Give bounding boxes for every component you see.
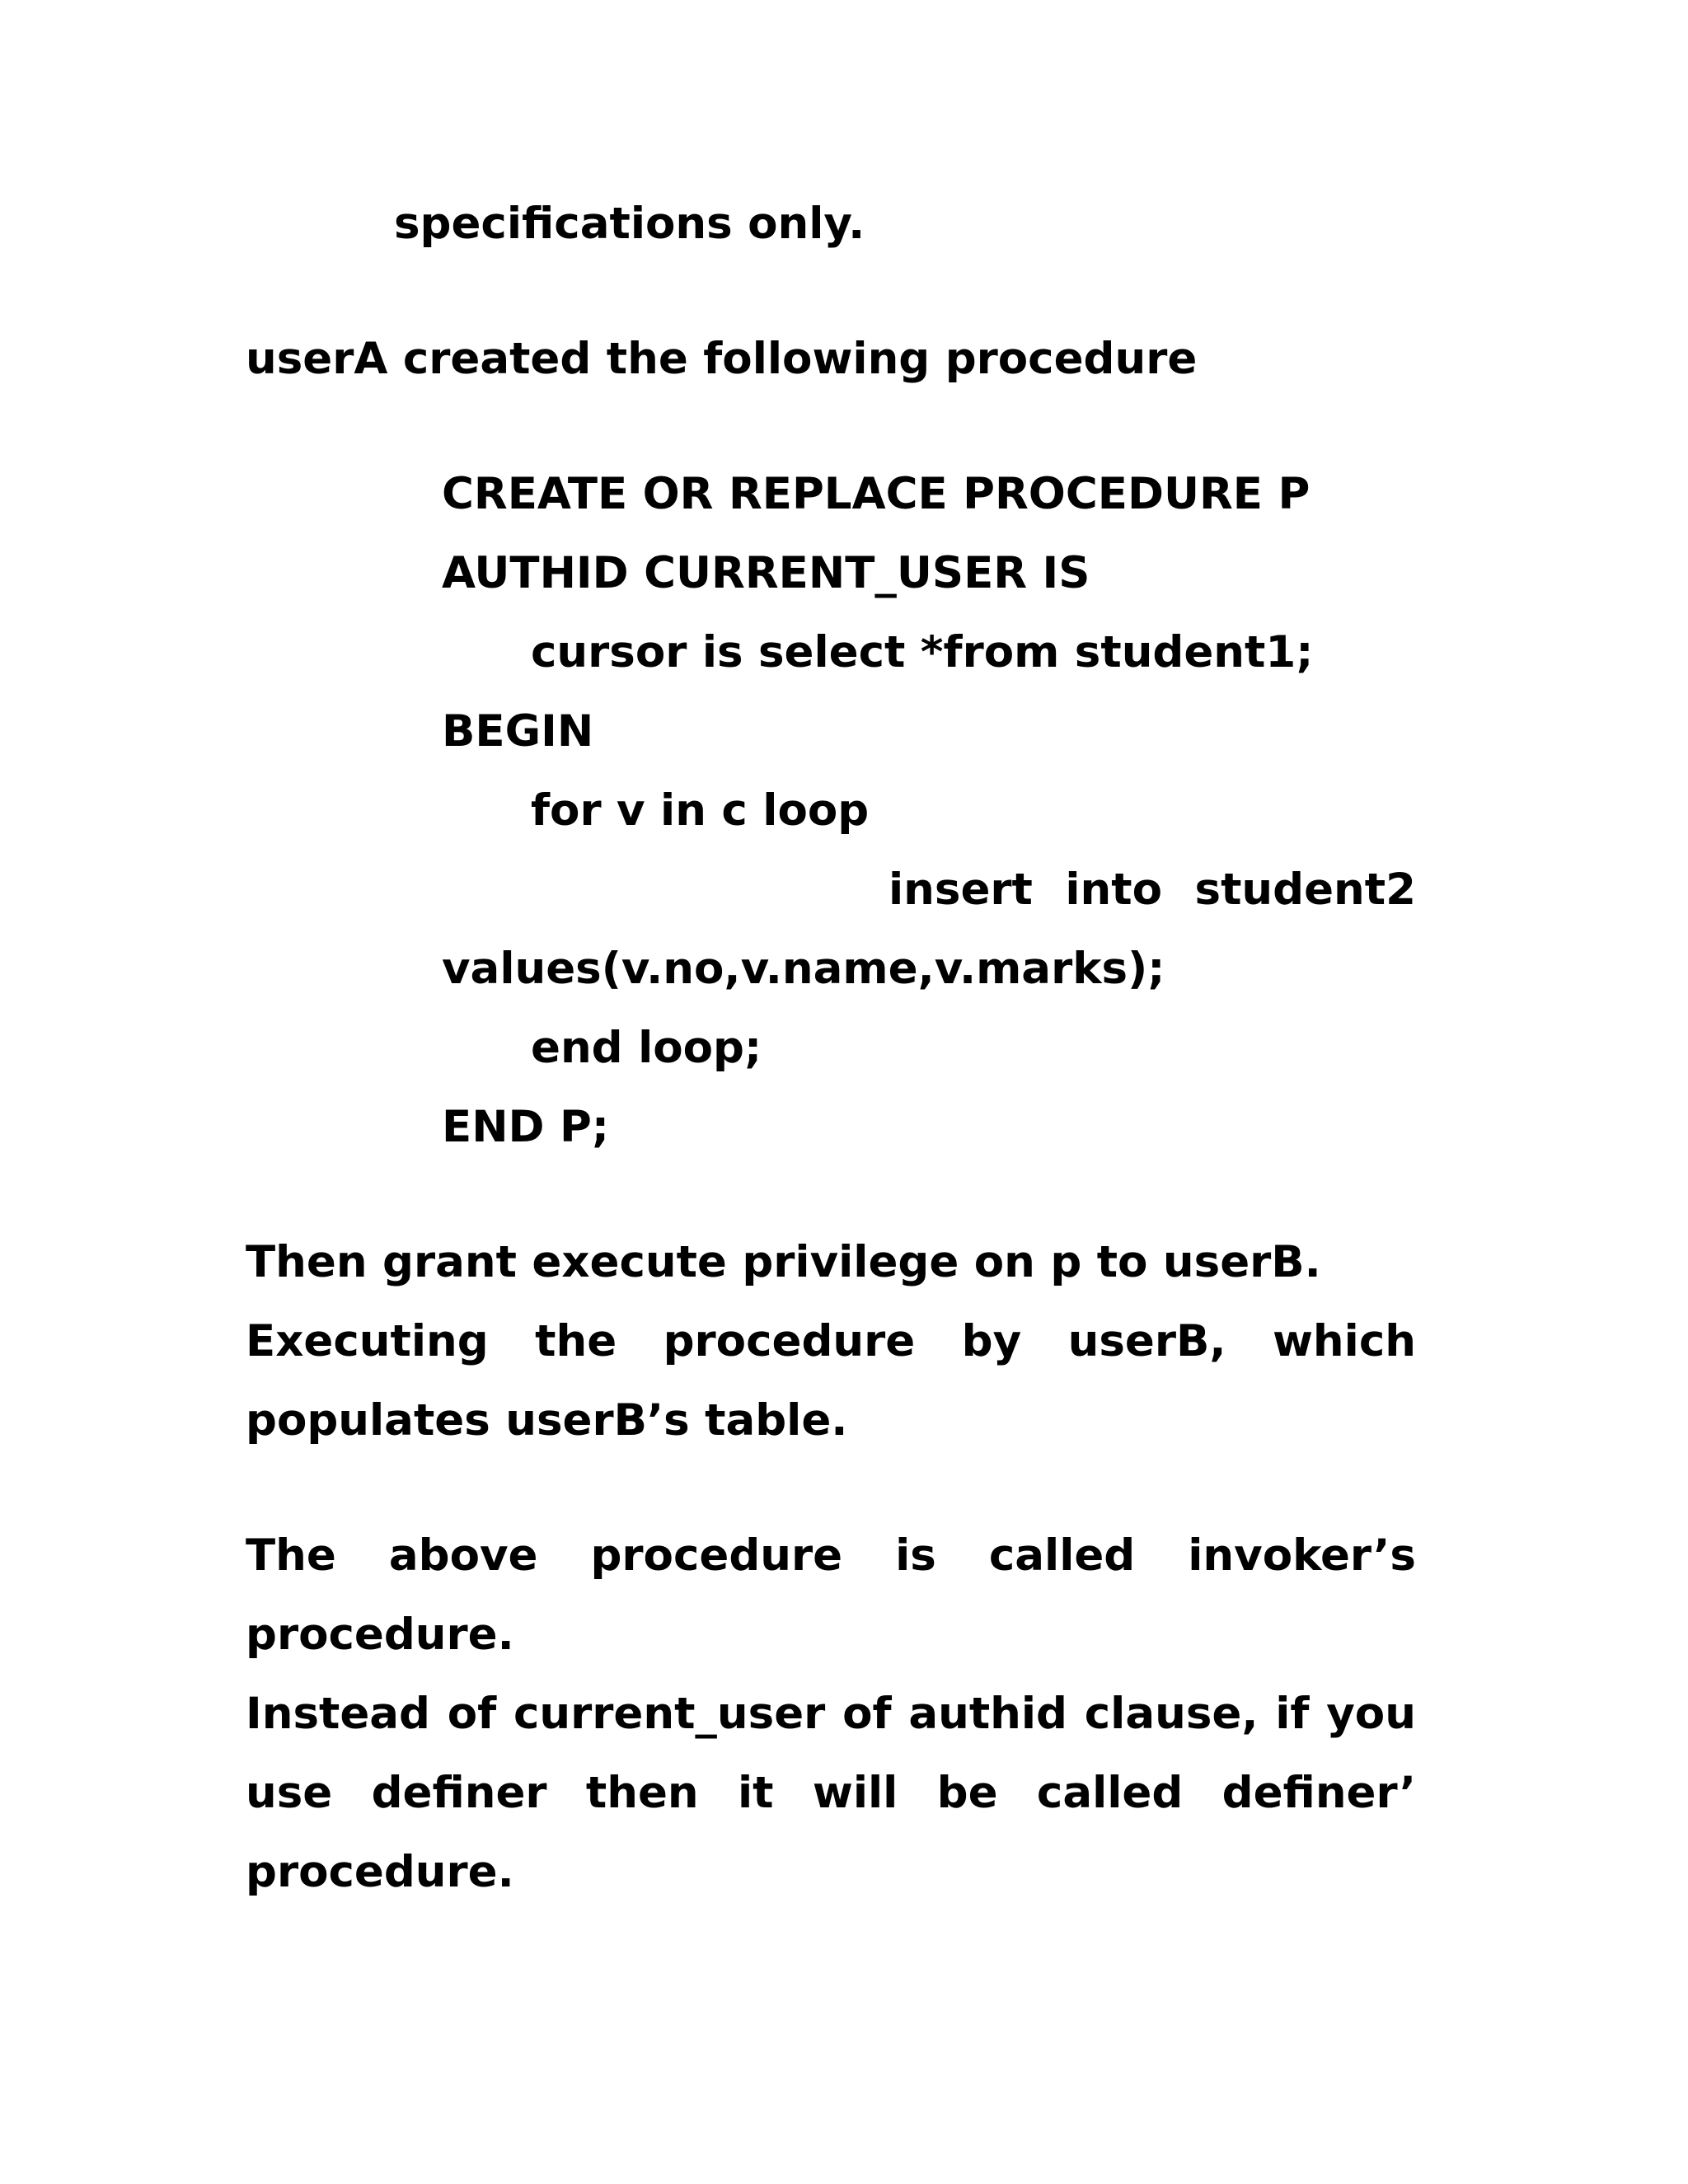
- text-word: The: [246, 1530, 336, 1581]
- text-word: authid: [908, 1689, 1067, 1739]
- text-word: you: [1326, 1689, 1416, 1739]
- text-word: above: [388, 1530, 538, 1581]
- text-word: clause,: [1084, 1689, 1259, 1739]
- text-word: by: [961, 1316, 1022, 1366]
- code-word: into: [1065, 865, 1163, 915]
- text-line: Then grant execute privilege on p to userB.: [246, 1237, 1321, 1287]
- text-line: populates userB’s table.: [246, 1395, 848, 1446]
- text-word: invoker’s: [1188, 1530, 1416, 1581]
- text-word: definer’: [1221, 1768, 1416, 1818]
- text-word: of: [842, 1689, 892, 1739]
- code-line: AUTHID CURRENT_USER IS: [442, 548, 1090, 598]
- code-word: student2: [1194, 865, 1416, 915]
- text-word: called: [1036, 1768, 1184, 1818]
- text-word: which: [1272, 1316, 1416, 1366]
- intro-sentence: userA created the following procedure: [246, 334, 1198, 384]
- text-word: is: [895, 1530, 936, 1581]
- code-line: [889, 864, 1416, 916]
- code-line: end loop;: [531, 1023, 762, 1073]
- code-line: cursor is select *from student1;: [531, 627, 1314, 677]
- text-word: then: [585, 1768, 699, 1818]
- text-word: be: [936, 1768, 998, 1818]
- text-word: Executing: [246, 1316, 489, 1366]
- code-word: insert: [889, 865, 1033, 915]
- text-word: procedure: [663, 1316, 916, 1366]
- code-line: values(v.no,v.name,v.marks);: [442, 944, 1165, 994]
- text-word: userB,: [1067, 1316, 1226, 1366]
- text-word: the: [535, 1316, 617, 1366]
- text-word: called: [988, 1530, 1136, 1581]
- text-word: use: [246, 1768, 333, 1818]
- text-word: Instead: [246, 1689, 430, 1739]
- text-line: procedure.: [246, 1610, 514, 1660]
- text-line: [246, 1767, 1416, 1820]
- text-line: [246, 1315, 1416, 1368]
- intro-fragment: specifications only.: [394, 199, 865, 249]
- text-word: if: [1275, 1689, 1310, 1739]
- code-line: for v in c loop: [531, 785, 870, 836]
- text-line: [246, 1530, 1416, 1582]
- text-line: [246, 1688, 1416, 1741]
- code-line: CREATE OR REPLACE PROCEDURE P: [442, 469, 1311, 519]
- text-word: current_user: [513, 1689, 826, 1739]
- text-word: of: [447, 1689, 497, 1739]
- text-word: it: [738, 1768, 774, 1818]
- code-line: BEGIN: [442, 706, 594, 757]
- text-word: will: [812, 1768, 898, 1818]
- text-word: definer: [371, 1768, 547, 1818]
- code-line: END P;: [442, 1102, 610, 1152]
- text-line: procedure.: [246, 1847, 514, 1897]
- text-word: procedure: [590, 1530, 843, 1581]
